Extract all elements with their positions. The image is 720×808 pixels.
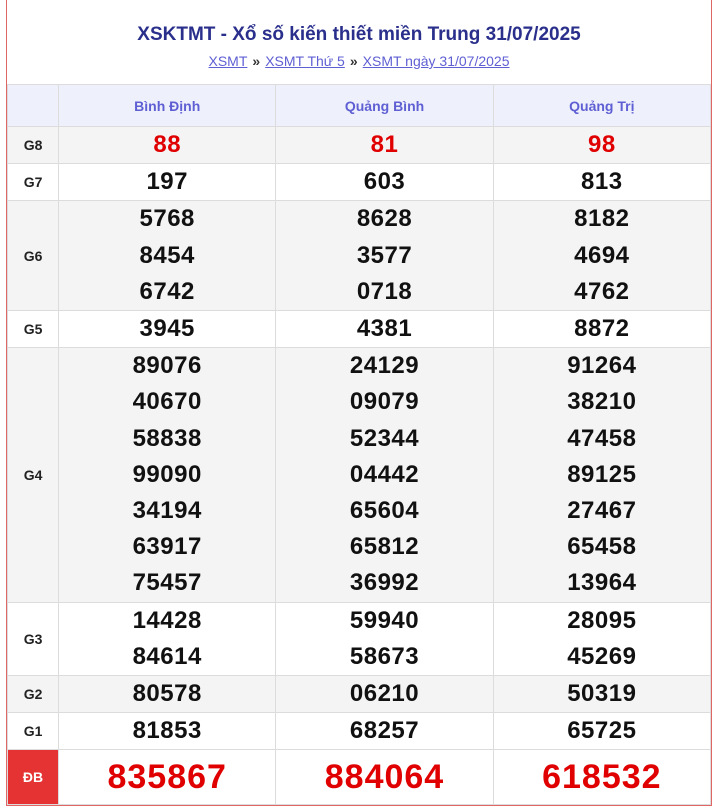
prize-number: 63917: [132, 533, 202, 561]
result-cell-quang-tri: [493, 676, 710, 713]
prize-label: G5: [8, 311, 59, 348]
result-cell-quang-tri: [493, 713, 710, 750]
prize-number: 24129: [349, 352, 420, 380]
prize-number: 45269: [567, 642, 637, 670]
prize-number: 58673: [349, 642, 420, 670]
prize-row-g8: [8, 127, 711, 164]
prize-number: 603: [363, 168, 406, 196]
prize-number: 59940: [349, 606, 420, 634]
prize-number: 197: [146, 168, 188, 196]
prize-number: 65458: [567, 533, 637, 561]
prize-number: 52344: [349, 424, 420, 452]
result-cell-binh-dinh: [59, 348, 276, 602]
result-cell-quang-binh: [276, 348, 493, 602]
prize-number: 84614: [132, 642, 202, 670]
prize-number: 4694: [574, 241, 630, 269]
prize-number: 813: [581, 168, 623, 196]
result-cell-quang-tri: [493, 201, 710, 311]
prize-row-g5: [8, 311, 711, 348]
prize-number: 6742: [139, 277, 195, 305]
result-cell-quang-binh: [276, 602, 493, 675]
prize-row-db: [8, 750, 711, 805]
result-cell-quang-tri: [493, 127, 710, 164]
prize-number: 8182: [574, 205, 630, 233]
special-prize-number: 618532: [542, 758, 662, 797]
breadcrumb-date-link[interactable]: XSMT ngày 31/07/2025: [362, 53, 510, 69]
prize-number: 14428: [132, 606, 202, 634]
prize-number: 81: [370, 131, 399, 158]
prize-number: 3945: [139, 315, 195, 343]
prize-label: G3: [8, 602, 59, 675]
prize-number: 8872: [574, 315, 630, 343]
prize-number: 8628: [356, 205, 413, 233]
province-header-quang-tri[interactable]: Quảng Trị: [493, 85, 710, 127]
province-header-binh-dinh[interactable]: Bình Định: [59, 85, 276, 127]
prize-number: 75457: [132, 569, 202, 597]
prize-number: 8454: [139, 241, 195, 269]
prize-row-g7: [8, 164, 711, 201]
prize-number: 65725: [567, 717, 637, 745]
breadcrumb: [7, 52, 711, 70]
result-cell-binh-dinh: [59, 713, 276, 750]
prize-number: 04442: [349, 460, 420, 488]
prize-number: 3577: [356, 241, 413, 269]
result-cell-binh-dinh: [59, 201, 276, 311]
prize-row-g2: [8, 676, 711, 713]
results-table: [7, 84, 711, 805]
special-prize-number: 884064: [324, 758, 445, 797]
prize-row-g3: [8, 602, 711, 675]
province-header-row: [8, 85, 711, 127]
result-cell-quang-binh: [276, 127, 493, 164]
result-cell-quang-binh: [276, 311, 493, 348]
prize-number: 58838: [132, 424, 202, 452]
province-header-quang-binh[interactable]: Quảng Bình: [276, 85, 493, 127]
prize-number: 88: [153, 131, 182, 158]
result-cell-binh-dinh: [59, 676, 276, 713]
result-cell-quang-binh: [276, 201, 493, 311]
prize-row-g1: [8, 713, 711, 750]
result-cell-quang-binh: [276, 713, 493, 750]
result-cell-quang-tri: [493, 348, 710, 602]
prize-number: 13964: [567, 569, 637, 597]
results-panel: [6, 0, 712, 806]
prize-row-g6: [8, 201, 711, 311]
prize-number: 5768: [139, 205, 195, 233]
prize-label: G8: [8, 127, 59, 164]
prize-table-body: [8, 127, 711, 805]
prize-label: G4: [8, 348, 59, 602]
prize-number: 50319: [567, 680, 637, 708]
breadcrumb-thu5-link[interactable]: XSMT Thứ 5: [265, 53, 345, 69]
prize-number: 68257: [349, 717, 420, 745]
prize-number: 89125: [567, 460, 637, 488]
prize-number: 98: [587, 131, 616, 158]
breadcrumb-xsmt-link[interactable]: XSMT: [208, 53, 248, 69]
prize-label: G1: [8, 713, 59, 750]
result-cell-quang-tri: [493, 750, 710, 805]
result-cell-binh-dinh: [59, 127, 276, 164]
prize-row-g4: [8, 348, 711, 602]
result-cell-quang-binh: [276, 676, 493, 713]
result-cell-binh-dinh: [59, 311, 276, 348]
prize-number: 65812: [349, 533, 420, 561]
prize-number: 09079: [349, 388, 420, 416]
breadcrumb-separator: »: [349, 53, 358, 69]
prize-label: G6: [8, 201, 59, 311]
prize-number: 4762: [574, 277, 630, 305]
corner-cell: [8, 85, 59, 127]
prize-number: 4381: [356, 315, 413, 343]
prize-number: 36992: [349, 569, 420, 597]
result-cell-quang-binh: [276, 750, 493, 805]
prize-number: 28095: [567, 606, 637, 634]
prize-number: 0718: [356, 277, 413, 305]
result-cell-quang-tri: [493, 602, 710, 675]
prize-number: 06210: [349, 680, 420, 708]
prize-number: 89076: [132, 352, 202, 380]
result-cell-quang-tri: [493, 311, 710, 348]
result-cell-quang-binh: [276, 164, 493, 201]
prize-number: 91264: [567, 352, 637, 380]
result-cell-binh-dinh: [59, 750, 276, 805]
prize-number: 80578: [132, 680, 202, 708]
prize-number: 65604: [349, 497, 420, 525]
results-header: [7, 0, 711, 84]
prize-number: 99090: [132, 460, 202, 488]
prize-label: G7: [8, 164, 59, 201]
prize-label: ĐB: [8, 750, 59, 805]
result-cell-binh-dinh: [59, 602, 276, 675]
result-cell-binh-dinh: [59, 164, 276, 201]
prize-number: 81853: [132, 717, 202, 745]
prize-number: 47458: [567, 424, 637, 452]
prize-number: 38210: [567, 388, 637, 416]
prize-number: 40670: [132, 388, 202, 416]
special-prize-number: 835867: [107, 758, 227, 797]
prize-number: 27467: [567, 497, 637, 525]
prize-label: G2: [8, 676, 59, 713]
breadcrumb-separator: »: [252, 53, 261, 69]
page-title: XSKTMT - Xổ số kiến thiết miền Trung 31/07/2025: [137, 24, 581, 45]
result-cell-quang-tri: [493, 164, 710, 201]
prize-number: 34194: [132, 497, 202, 525]
